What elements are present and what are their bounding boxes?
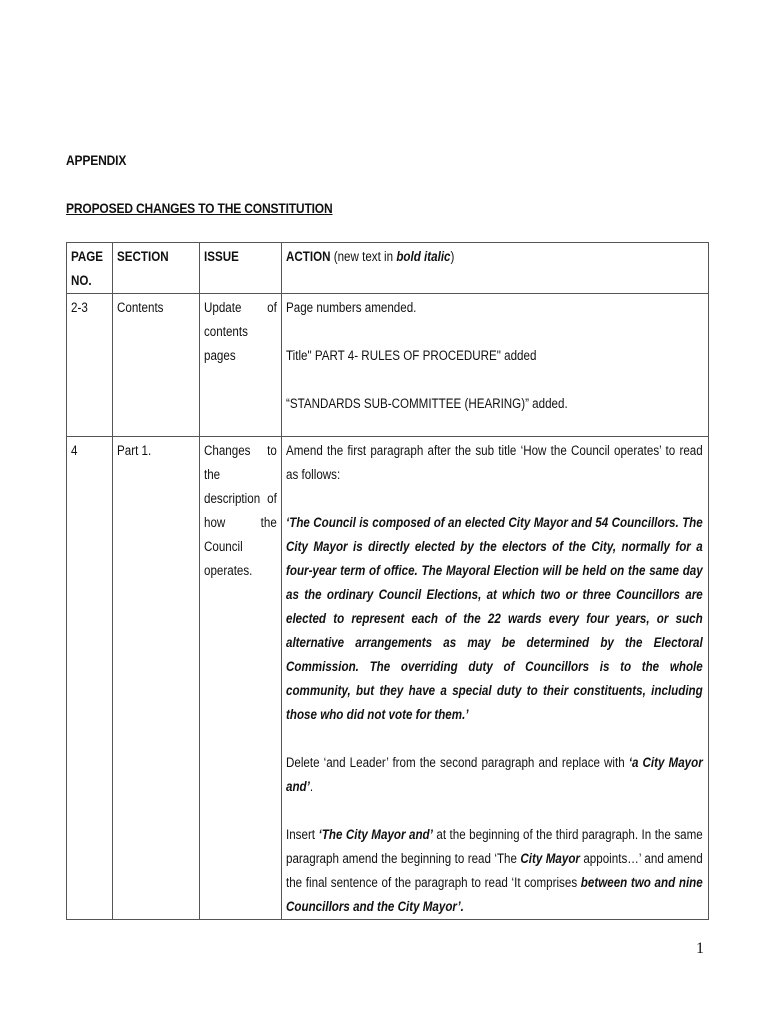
cell-page: 4 xyxy=(67,437,113,920)
header-action-label: ACTION xyxy=(286,249,331,264)
table-row xyxy=(67,437,709,920)
header-action: ACTION (new text in bold italic) xyxy=(282,243,709,294)
action-paragraph: Title" PART 4- RULES OF PROCEDURE" added xyxy=(286,348,537,363)
action-paragraph: Amend the first paragraph after the sub title ‘How the Council operates’ to read as follows: xyxy=(286,443,703,482)
action-paragraph: Insert ‘The City Mayor and’ at the beginning of the third paragraph. In the same paragraph amend the beginning to read ‘The City Mayor appoints…’ and amend the final sentence of the paragraph to read ‘It comprises between two and nine Councillors and the City Mayor’. xyxy=(286,827,704,914)
document-title: PROPOSED CHANGES TO THE CONSTITUTION xyxy=(66,200,333,216)
cell-action xyxy=(282,437,709,920)
header-issue: ISSUE xyxy=(200,243,282,294)
cell-action xyxy=(282,294,709,437)
header-page-no: PAGE NO. xyxy=(67,243,113,294)
cell-page: 2-3 xyxy=(67,294,113,437)
table-header-row xyxy=(67,243,709,294)
cell-issue: Changes to the description of how the Council operates. xyxy=(200,437,282,920)
cell-issue: Update of contents pages xyxy=(200,294,282,437)
appendix-heading: APPENDIX xyxy=(66,152,127,168)
table-row xyxy=(67,294,709,437)
action-paragraph: Delete ‘and Leader’ from the second paragraph and replace with ‘a City Mayor and’. xyxy=(286,755,703,794)
action-paragraph: Page numbers amended. xyxy=(286,300,417,315)
action-paragraph: “STANDARDS SUB-COMMITTEE (HEARING)” added. xyxy=(286,396,568,411)
cell-section: Contents xyxy=(113,294,200,437)
header-section: SECTION xyxy=(113,243,200,294)
page-number: 1 xyxy=(696,940,704,957)
cell-section: Part 1. xyxy=(113,437,200,920)
changes-table xyxy=(66,242,709,920)
quoted-new-text: ‘The Council is composed of an elected City Mayor and 54 Councillors. The City Mayor is directly elected by the electors of the City, normally for a four-year term of office. The Mayoral Election will be held on the same day as the ordinary Council Elections, at which two or three Councillors are elected to represent each of the 22 wards every four years, or such alternative arrangements as may be determined by the Electoral Commission. The overriding duty of Councillors is to the whole community, but they have a special duty to their constituents, including those who did not vote for them.’ xyxy=(286,515,703,722)
